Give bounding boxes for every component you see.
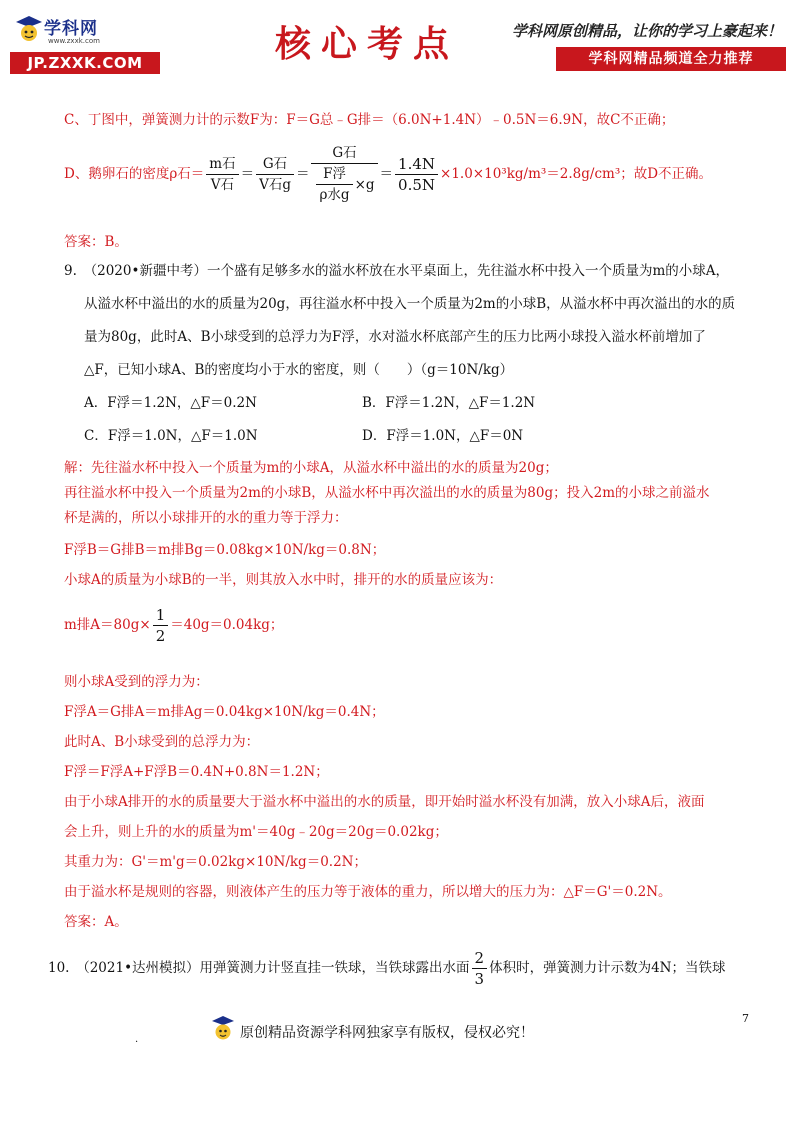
fraction-one-half: $\frac{1}{2}$ (153, 605, 169, 646)
q9-options-row-2 (84, 426, 524, 446)
option-a: A．F浮＝1.2N，△F＝0.2N (84, 395, 257, 411)
page-number: 7 (742, 1012, 749, 1025)
copyright-notice: 原创精品资源学科网独家享有版权，侵权必究！ (240, 1025, 534, 1041)
solution-line-14: 由于溢水杯是规则的容器，则液体产生的压力等于液体的重力，所以增大的压力为：△F＝G'＝0.2N。 (64, 884, 672, 900)
fraction-g-over-vg: $\frac{\text{G石}}{\text{V石g}}$ (256, 154, 294, 195)
solution-line-4: F浮B＝G排B＝m排Bg＝0.08kg×10N/kg＝0.8N； (64, 542, 386, 558)
mascot-icon (210, 1014, 236, 1044)
fraction-nested: G石 $\frac{\text{F浮}}{\text{ρ水g}}$ ×g (311, 143, 377, 205)
page-title: 核心考点 (275, 24, 460, 65)
q9-options-row-1 (84, 393, 536, 413)
solution-line-10: F浮＝F浮A+F浮B＝0.4N+0.8N＝1.2N； (64, 764, 329, 780)
site-badge: JP.ZXXK.COM (10, 52, 160, 74)
option-c: C．F浮＝1.0N，△F＝1.0N (84, 428, 258, 444)
solution-line-13: 其重力为：G'＝m'g＝0.02kg×10N/kg＝0.2N； (64, 854, 367, 870)
solution-answer: 答案：A。 (64, 914, 128, 930)
solution-line-5: 小球A的质量为小球B的一半，则其放入水中时，排开的水的质量应该为： (64, 572, 503, 588)
fraction-two-thirds: $\frac{2}{3}$ (472, 948, 488, 989)
solution-line-8: F浮A＝G排A＝m排Ag＝0.04kg×10N/kg＝0.4N； (64, 704, 385, 720)
solution-line-12: 会上升，则上升的水的质量为m'＝40g﹣20g＝20g＝0.02kg； (64, 824, 448, 840)
solution-line-2: 再往溢水杯中投入一个质量为2m的小球B，从溢水杯中再次溢出的水的质量为80g；投入2m的小球之前溢水 (64, 485, 710, 501)
mascot-icon (14, 14, 44, 44)
fraction-m-over-v: $\frac{\text{m石}}{\text{V石}}$ (206, 154, 238, 195)
prev-d-suffix: ×1.0×10³kg/m³＝2.8g/cm³；故D不正确。 (440, 166, 713, 182)
option-d: D．F浮＝1.0N，△F＝0N (362, 428, 524, 444)
prev-option-c: C、丁图中，弹簧测力计的示数F为：F＝G总﹣G排＝（6.0N+1.4N）﹣0.5N＝6.9N，故C不正确； (64, 112, 675, 128)
q10-line-1: 10. （2021•达州模拟）用弹簧测力计竖直挂一铁球，当铁球露出水面 $\frac{2}{3}$ 体积时，弹簧测力计示数为4N；当铁球 (48, 948, 726, 988)
page-footer (0, 1010, 800, 1050)
q9-line-4: △F，已知小球A、B的密度均小于水的密度，则（ ）（g＝10N/kg） (84, 362, 514, 378)
q9-line-1: 9. （2020•新疆中考）一个盛有足够多水的溢水杯放在水平桌面上，先往溢水杯中投入一个质量为m的小球A， (64, 263, 729, 279)
q9-line-2: 从溢水杯中溢出的水的质量为20g，再往溢水杯中投入一个质量为2m的小球B，从溢水杯中再次溢出的水的质 (84, 296, 736, 312)
prev-d-prefix: D、鹅卵石的密度ρ石＝ (64, 166, 205, 182)
q9-line-3: 量为80g，此时A、B小球受到的总浮力为F浮，水对溢水杯底部产生的压力比两小球投入溢水杯前增加了 (84, 329, 706, 345)
channel-banner: 学科网精品频道全力推荐 (556, 47, 786, 71)
page-header (0, 0, 800, 80)
option-b: B．F浮＝1.2N，△F＝1.2N (362, 395, 536, 411)
footer-dot: . (135, 1034, 139, 1045)
fraction-numeric: $\frac{1.4N}{0.5N}$ (395, 154, 438, 195)
prev-answer: 答案：B。 (64, 234, 128, 250)
slogan: 学科网原创精品，让你的学习上豪起来！ (511, 22, 782, 40)
solution-line-1: 解：先往溢水杯中投入一个质量为m的小球A，从溢水杯中溢出的水的质量为20g； (64, 460, 558, 476)
logo-name: 学科网 (44, 19, 98, 39)
solution-line-9: 此时A、B小球受到的总浮力为： (64, 734, 260, 750)
solution-line-3: 杯是满的，所以小球排开的水的重力等于浮力： (64, 510, 348, 526)
fraction-inner: $\frac{\text{F浮}}{\text{ρ水g}}$ (316, 164, 352, 205)
solution-line-11: 由于小球A排开的水的质量要大于溢水杯中溢出的水的质量，即开始时溢水杯没有加满，放入小球A后，液面 (64, 794, 705, 810)
logo-url: www.zxxk.com (48, 37, 100, 45)
solution-line-6: m排A＝80g× $\frac{1}{2}$ ＝40g＝0.04kg； (64, 605, 284, 645)
prev-option-d: D、鹅卵石的密度ρ石＝ $\frac{\text{m石}}{\text{V石}}$ ＝ $\frac{\text{G石}}{\text{V石g}}$ ＝ G石 $\frac{\text{F浮}}{\text{ρ水g}}$ ×g ＝ $\frac{1.4N}{0.5N}$ ×1.0×10³kg/m³＝2.8g/cm³；故D不正确。 (64, 145, 713, 203)
solution-line-7: 则小球A受到的浮力为： (64, 674, 209, 690)
zxxk-logo[interactable] (10, 12, 160, 74)
